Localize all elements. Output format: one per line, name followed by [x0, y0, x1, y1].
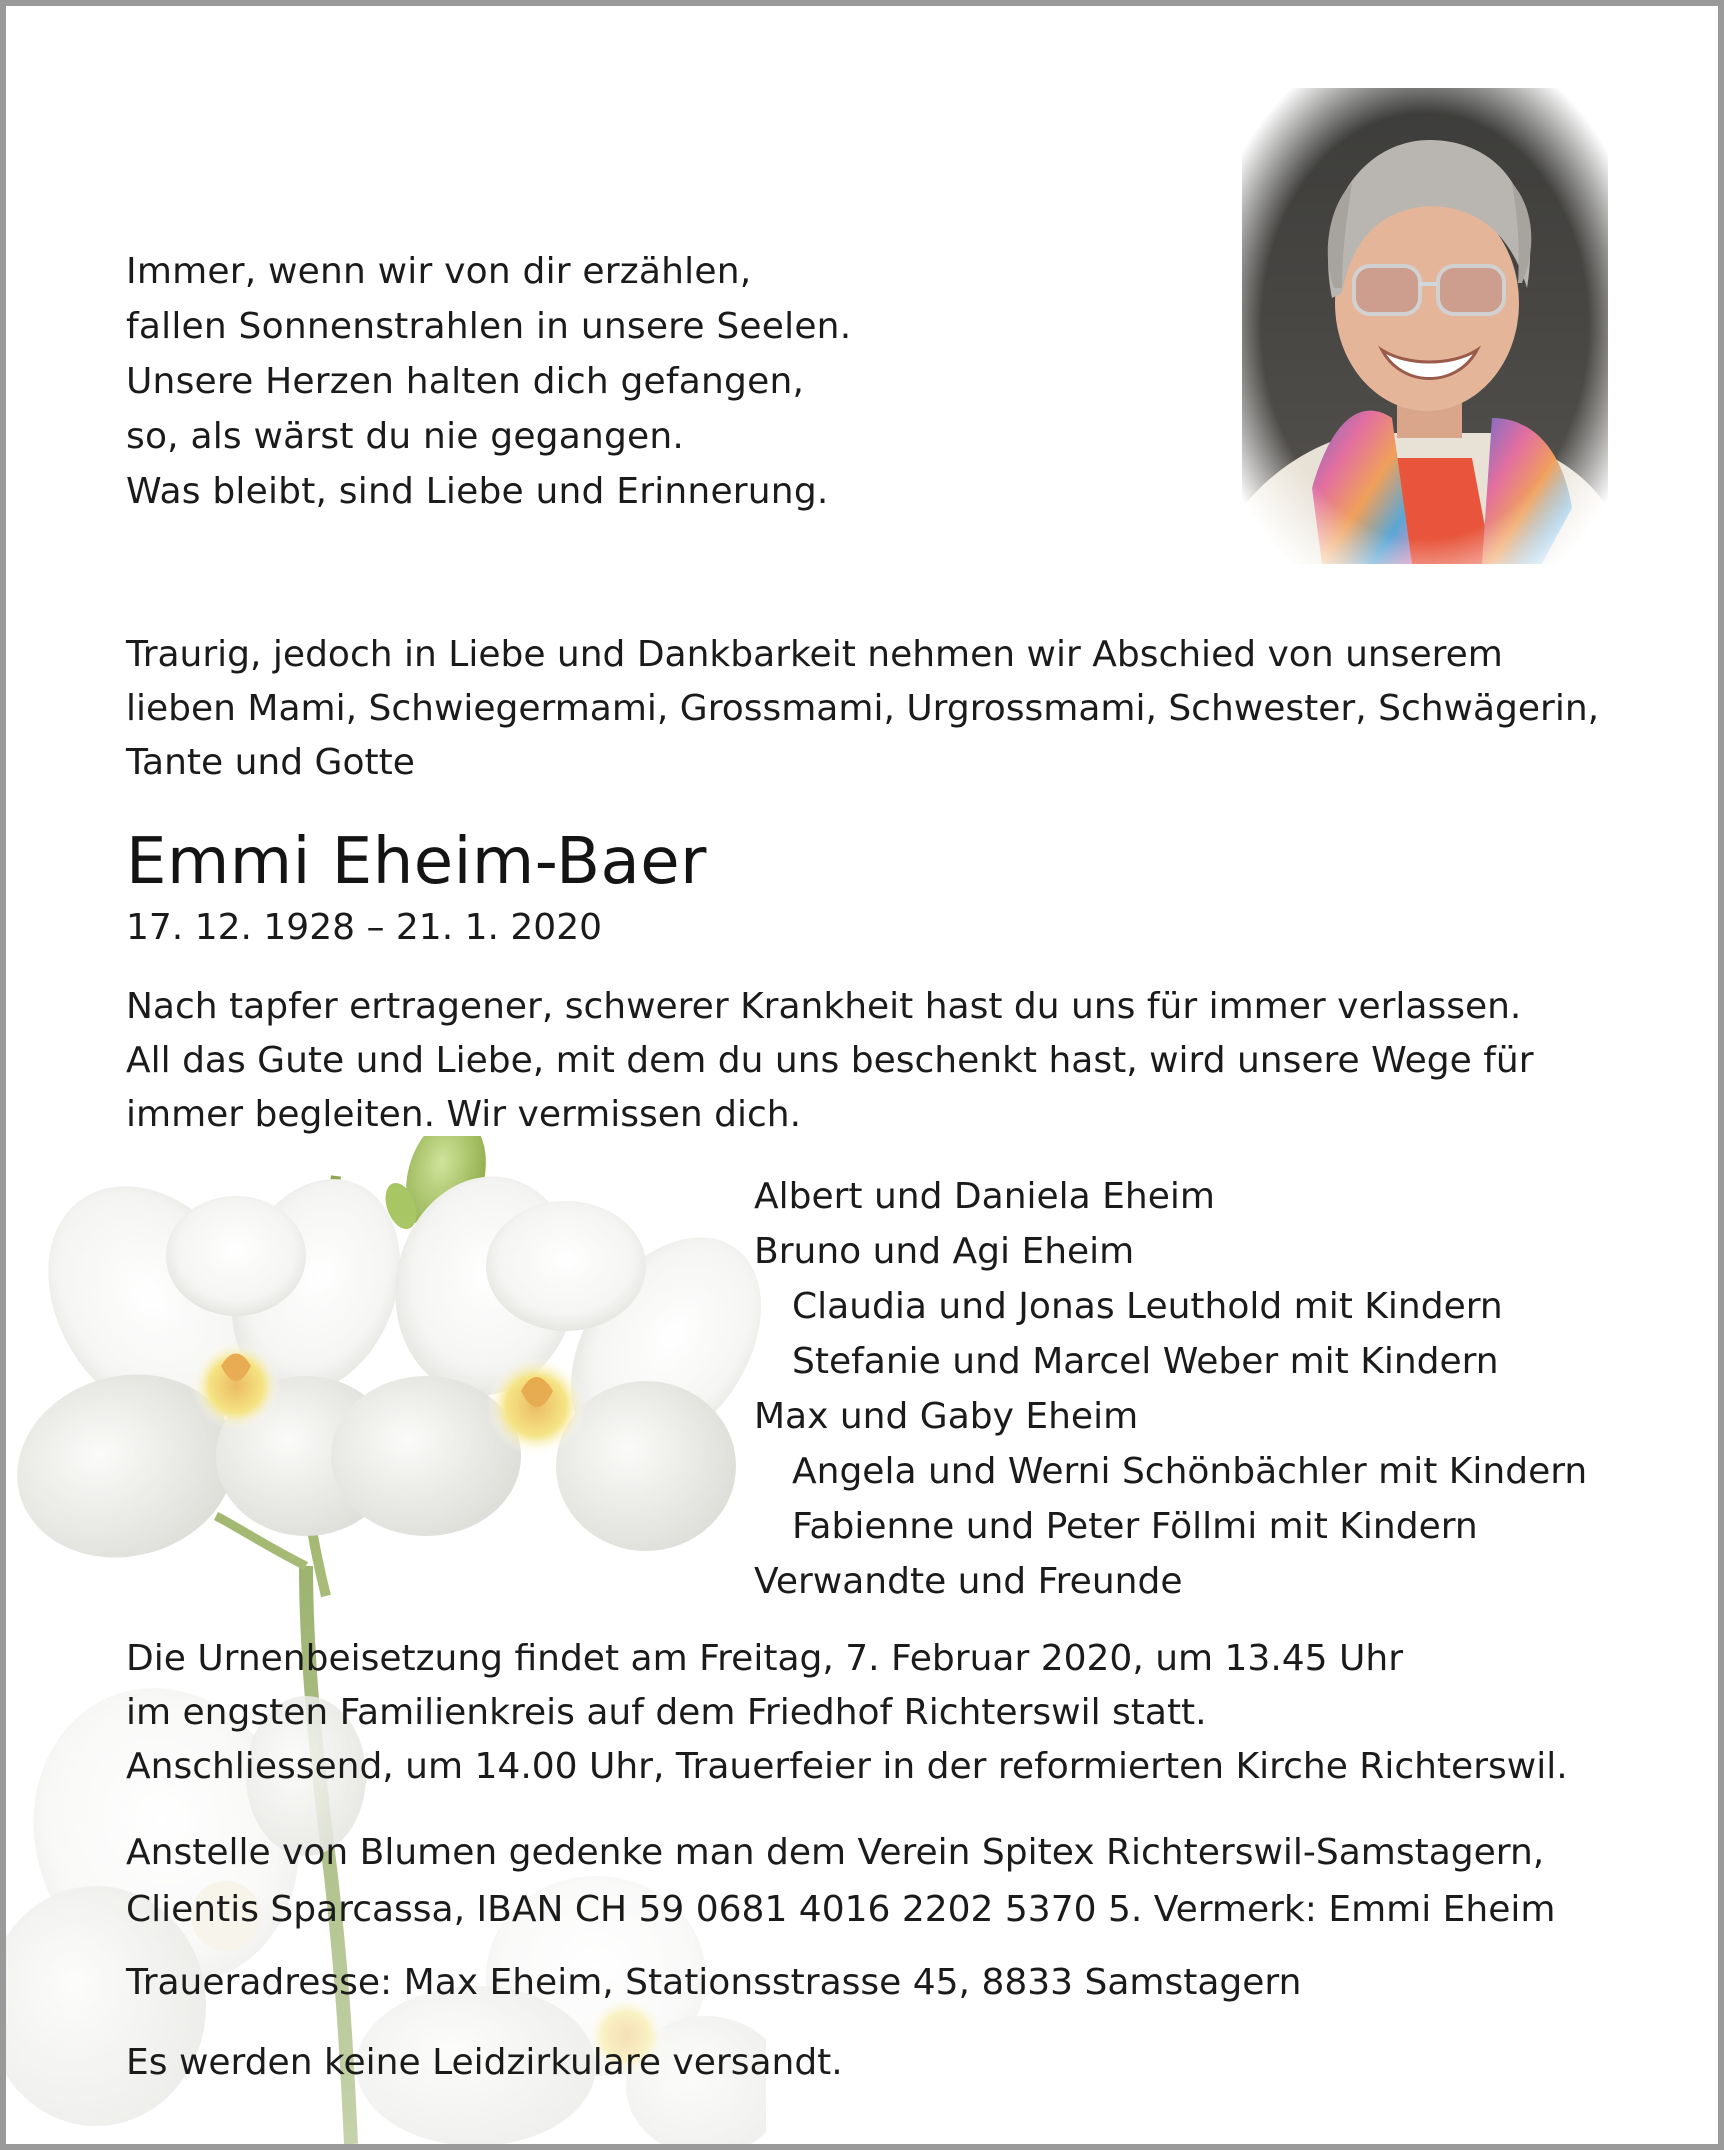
service-line: im engsten Familienkreis auf dem Friedhof Richterswil statt. [126, 1692, 1207, 1733]
service-details [126, 1632, 1568, 1794]
intro-line: Tante und Gotte [126, 742, 415, 783]
message-line: immer begleiten. Wir vermissen dich. [126, 1094, 802, 1135]
donation-line: Anstelle von Blumen gedenke man dem Verein Spitex Richterswil-Samstagern, [126, 1832, 1545, 1873]
service-line: Anschliessend, um 14.00 Uhr, Trauerfeier in der reformierten Kirche Richterswil. [126, 1746, 1568, 1787]
deceased-name: Emmi Eheim-Baer [126, 825, 707, 899]
mourner: Stefanie und Marcel Weber mit Kindern [792, 1341, 1499, 1382]
life-dates: 17. 12. 1928 – 21. 1. 2020 [126, 907, 602, 948]
donation-line: Clientis Sparcassa, IBAN CH 59 0681 4016 2202 5370 5. Vermerk: Emmi Eheim [126, 1889, 1556, 1930]
intro-line: lieben Mami, Schwiegermami, Grossmami, Urgrossmami, Schwester, Schwägerin, [126, 688, 1600, 729]
mourner: Angela und Werni Schönbächler mit Kindern [792, 1451, 1588, 1492]
farewell-intro [126, 628, 1646, 790]
message-line: All das Gute und Liebe, mit dem du uns beschenkt hast, wird unsere Wege für [126, 1040, 1534, 1081]
poem-line: Immer, wenn wir von dir erzählen, [126, 251, 752, 292]
mourner: Albert und Daniela Eheim [754, 1176, 1215, 1217]
poem-line: fallen Sonnenstrahlen in unsere Seelen. [126, 306, 852, 347]
mourner: Max und Gaby Eheim [754, 1396, 1139, 1437]
service-line: Die Urnenbeisetzung findet am Freitag, 7. Februar 2020, um 13.45 Uhr [126, 1638, 1403, 1679]
mourner: Claudia und Jonas Leuthold mit Kindern [792, 1286, 1503, 1327]
mourning-address: Traueradresse: Max Eheim, Stationsstrasse 45, 8833 Samstagern [126, 1962, 1302, 2003]
poem-line: Was bleibt, sind Liebe und Erinnerung. [126, 471, 829, 512]
farewell-message [126, 980, 1534, 1142]
message-line: Nach tapfer ertragener, schwerer Krankheit hast du uns für immer verlassen. [126, 986, 1522, 1027]
mourner: Fabienne und Peter Föllmi mit Kindern [792, 1506, 1478, 1547]
circulars-notice: Es werden keine Leidzirkulare versandt. [126, 2042, 843, 2083]
mourners-list [754, 1169, 1587, 1609]
intro-line: Traurig, jedoch in Liebe und Dankbarkeit nehmen wir Abschied von unserem [126, 634, 1503, 675]
poem-line: so, als wärst du nie gegangen. [126, 416, 685, 457]
obituary-page [6, 6, 1718, 2144]
poem-line: Unsere Herzen halten dich gefangen, [126, 361, 805, 402]
donation-notice [126, 1824, 1555, 1938]
mourner: Bruno und Agi Eheim [754, 1231, 1135, 1272]
poem [126, 244, 1026, 519]
mourner: Verwandte und Freunde [754, 1561, 1183, 1602]
